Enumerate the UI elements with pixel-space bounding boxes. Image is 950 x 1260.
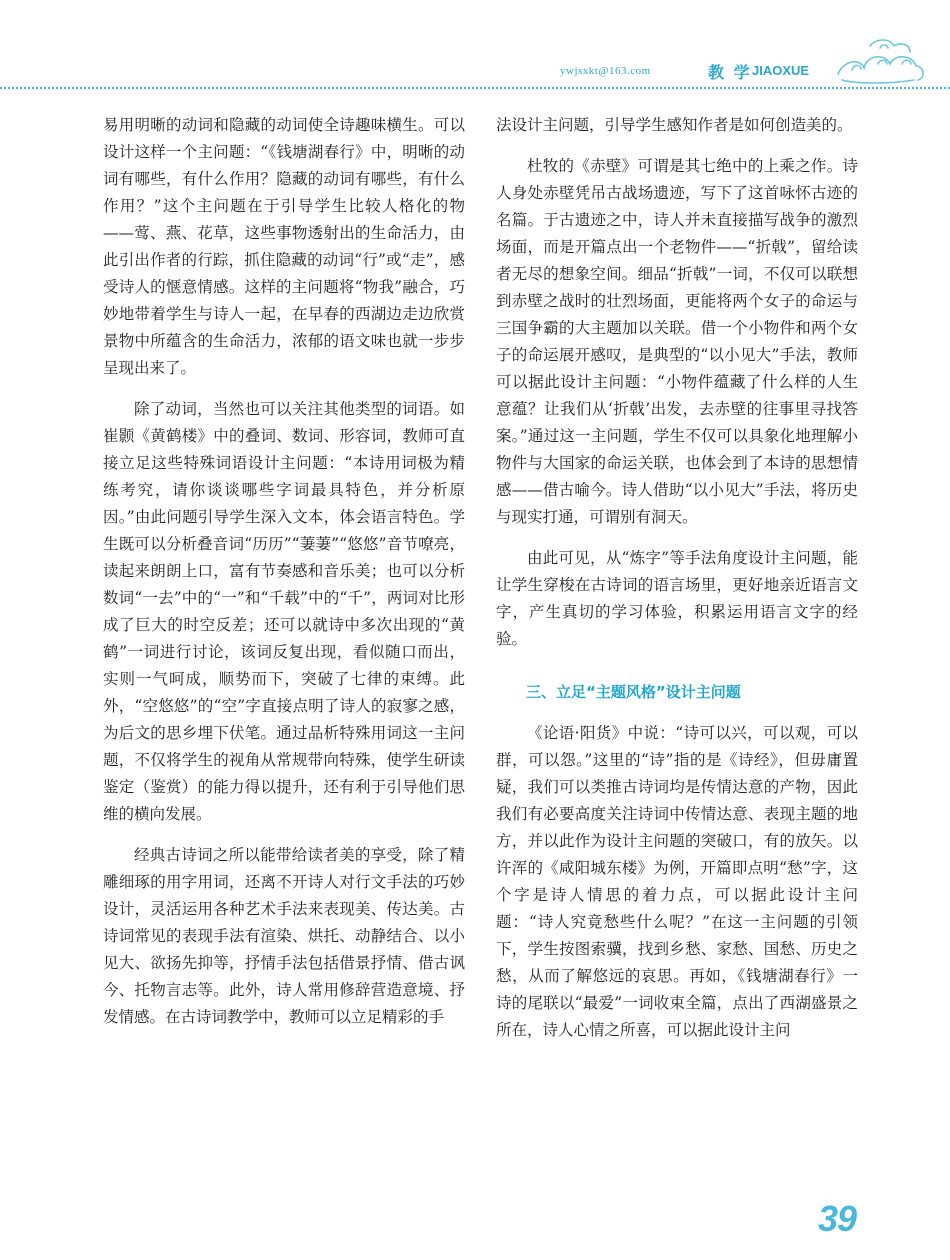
header-title-en: JIAOXUE [752,63,810,78]
right-column [496,112,858,1044]
page-header [0,0,950,92]
header-dotted-divider [0,87,950,89]
right-paragraph-3: 由此可见，从“炼字”等手法角度设计主问题，能让学生穿梭在古诗词的语言场里，更好地亲近语言文字，产生真切的学习体验，积累运用语言文字的经验。 [496,549,858,648]
left-paragraph-2: 除了动词，当然也可以关注其他类型的词语。如崔颢《黄鹤楼》中的叠词、数词、形容词，教师可直接立足这些特殊词语设计主问题：“本诗用词极为精练考究，请你谈谈哪些字词最具特色，并分析原因。”由此问题引导学生深入文本，体会语言特色。学生既可以分析叠音词“历历”“萋萋”“悠悠”音节嘹亮，读起来朗朗上口，富有节奏感和音乐美；也可以分析数词“一去”中的“一”和“千载”中的“千”，两词对比形成了巨大的时空反差；还可以就诗中多次出现的“黄鹤”一词进行讨论，该词反复出现，看似随口而出，实则一气呵成，顺势而下，突破了七律的束缚。此外，“空悠悠”的“空”字直接点明了诗人的寂寥之感，为后文的思乡埋下伏笔。通过品析特殊用词这一主问题，不仅将学生的视角从常规带向特殊，使学生研读鉴定（鉴赏）的能力得以提升，还有利于引导他们思维的横向发展。 [103,400,465,823]
cloud-ornament-icon [830,34,930,90]
header-email: ywjsxkt@163.com [560,65,651,77]
left-column [103,112,465,1031]
header-title-cn: 教 学 [708,63,752,82]
section-heading: 三、立足“主题风格”设计主问题 [526,683,741,701]
left-paragraph-3: 经典古诗词之所以能带给读者美的享受，除了精雕细琢的用字用词，还离不开诗人对行文手法的巧妙设计，灵活运用各种艺术手法来表现美、传达美。古诗词常见的表现手法有渲染、烘托、动静结合、以小见大、欲扬先抑等，抒情手法包括借景抒情、借古讽今、托物言志等。此外，诗人常用修辞营造意境、抒发情感。在古诗词教学中，教师可以立足精彩的手 [103,846,465,1026]
right-paragraph-2: 杜牧的《赤壁》可谓是其七绝中的上乘之作。诗人身处赤壁凭吊古战场遗迹，写下了这首咏怀古迹的名篇。于古遗迹之中，诗人并未直接描写战争的激烈场面，而是开篇点出一个老物件——“折戟”，留给读者无尽的想象空间。细品“折戟”一词，不仅可以联想到赤壁之战时的壮烈场面，更能将两个女子的命运与三国争霸的大主题加以关联。借一个小物件和两个女子的命运展开感叹，是典型的“以小见大”手法，教师可以据此设计主问题：“小物件蕴藏了什么样的人生意蕴？让我们从‘折戟’出发，去赤壁的往事里寻找答案。”通过这一主问题，学生不仅可以具象化地理解小物件与大国家的命运关联，也体会到了本诗的思想情感——借古喻今。诗人借助“以小见大”手法，将历史与现实打通，可谓别有洞天。 [496,157,858,526]
right-paragraph-4: 《论语·阳货》中说：“诗可以兴，可以观，可以群，可以怨。”这里的“诗”指的是《诗经》，但毋庸置疑，我们可以类推古诗词均是传情达意的产物，因此我们有必要高度关注诗词中传情达意、表现主题的地方，并以此作为设计主问题的突破口，有的放矢。以许浑的《咸阳城东楼》为例，开篇即点明“愁”字，这个字是诗人情思的着力点，可以据此设计主问题：“诗人究竟愁些什么呢？”在这一主问题的引领下，学生按图索骥，找到乡愁、家愁、国愁、历史之愁，从而了解悠远的哀思。再如，《钱塘湖春行》一诗的尾联以“最爱”一词收束全篇，点出了西湖盛景之所在，诗人心情之所喜，可以据此设计主问 [496,724,858,1039]
right-paragraph-1: 法设计主问题，引导学生感知作者是如何创造美的。 [496,116,853,134]
page-number: 39 [818,1198,857,1239]
left-paragraph-1: 易用明晰的动词和隐藏的动词使全诗趣味横生。可以设计这样一个主问题：“《钱塘湖春行》中，明晰的动词有哪些，有什么作用？隐藏的动词有哪些，有什么作用？”这个主问题在于引导学生比较人格化的物——莺、燕、花草，这些事物透射出的生命活力，由此引出作者的行踪，抓住隐藏的动词“行”或“走”，感受诗人的惬意情感。这样的主问题将“物我”融合，巧妙地带着学生与诗人一起，在早春的西湖边走边欣赏景物中所蕴含的生命活力，浓郁的语文味也就一步步呈现出来了。 [103,116,465,377]
